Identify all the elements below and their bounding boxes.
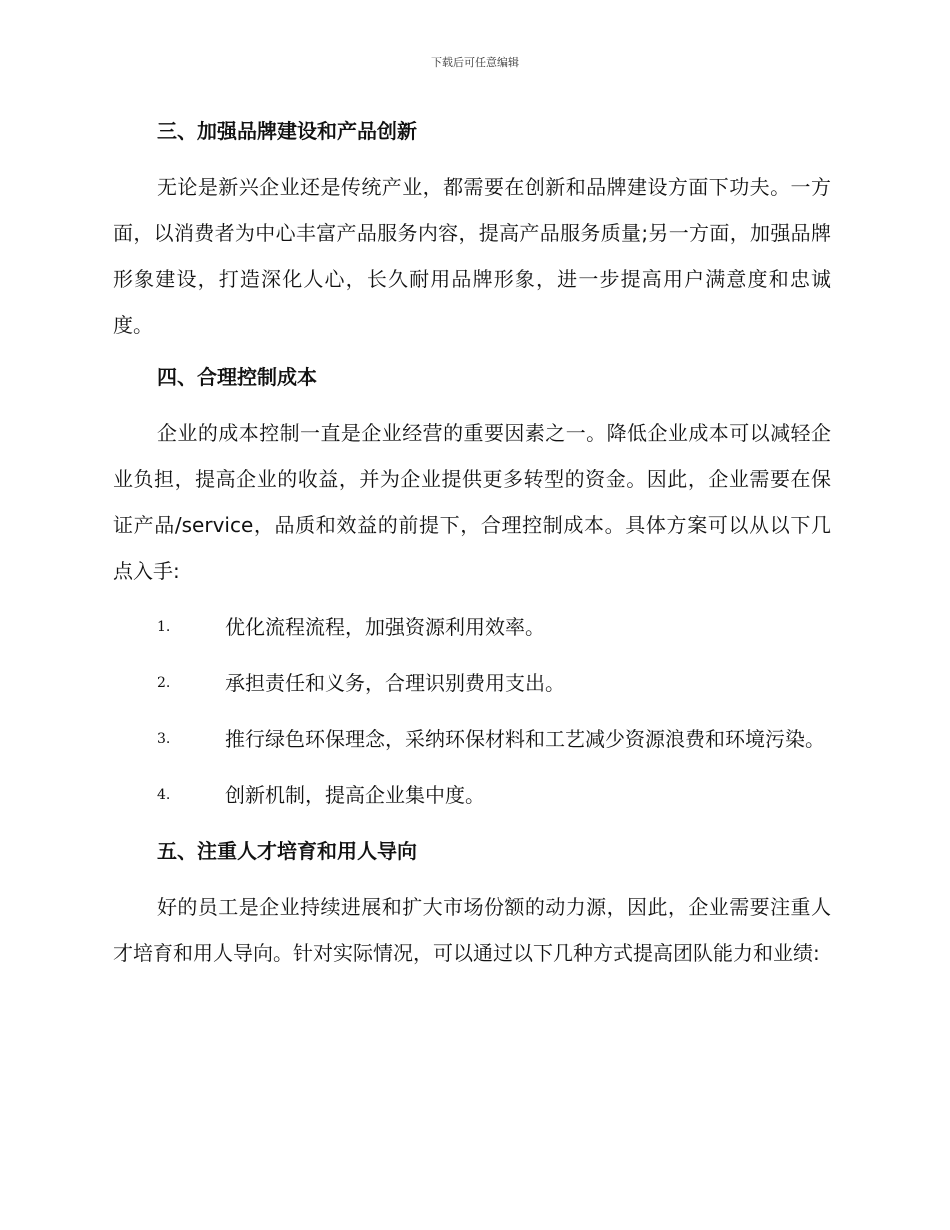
list-text: 创新机制，提高企业集中度。: [225, 783, 485, 807]
list-item: [113, 772, 831, 818]
list-number: 4.: [157, 787, 171, 803]
section-paragraph-brand: 无论是新兴企业还是传统产业，都需要在创新和品牌建设方面下功夫。一方面，以消费者为中心丰富产品服务内容，提高产品服务质量;另一方面，加强品牌形象建设，打造深化人心，长久耐用品牌形象，进一步提高用户满意度和忠诚度。: [113, 175, 831, 337]
list-item: [113, 716, 831, 762]
list-text: 承担责任和义务，合理识别费用支出。: [225, 671, 565, 695]
list-item: [113, 604, 831, 650]
section-paragraph-talent: 好的员工是企业持续进展和扩大市场份额的动力源，因此，企业需要注重人才培育和用人导向。针对实际情况，可以通过以下几种方式提高团队能力和业绩:: [113, 895, 831, 965]
list-text: 推行绿色环保理念，采纳环保材料和工艺减少资源浪费和环境污染。: [225, 727, 825, 751]
section-heading-cost: 四、合理控制成本: [157, 365, 317, 389]
list-text: 优化流程流程，加强资源利用效率。: [225, 615, 545, 639]
document-body: [113, 108, 831, 976]
list-number: 3.: [157, 731, 171, 747]
list-number: 2.: [157, 675, 171, 691]
section-heading-brand: 三、加强品牌建设和产品创新: [157, 119, 417, 143]
list-item: [113, 660, 831, 706]
section-paragraph-cost: 企业的成本控制一直是企业经营的重要因素之一。降低企业成本可以减轻企业负担，提高企业的收益，并为企业提供更多转型的资金。因此，企业需要在保证产品/service，品质和效益的前提下，合理控制成本。具体方案可以从以下几点入手:: [113, 421, 831, 583]
section-heading-talent: 五、注重人才培育和用人导向: [157, 839, 417, 863]
list-number: 1.: [157, 619, 171, 635]
header-note: 下载后可任意编辑: [431, 56, 519, 69]
